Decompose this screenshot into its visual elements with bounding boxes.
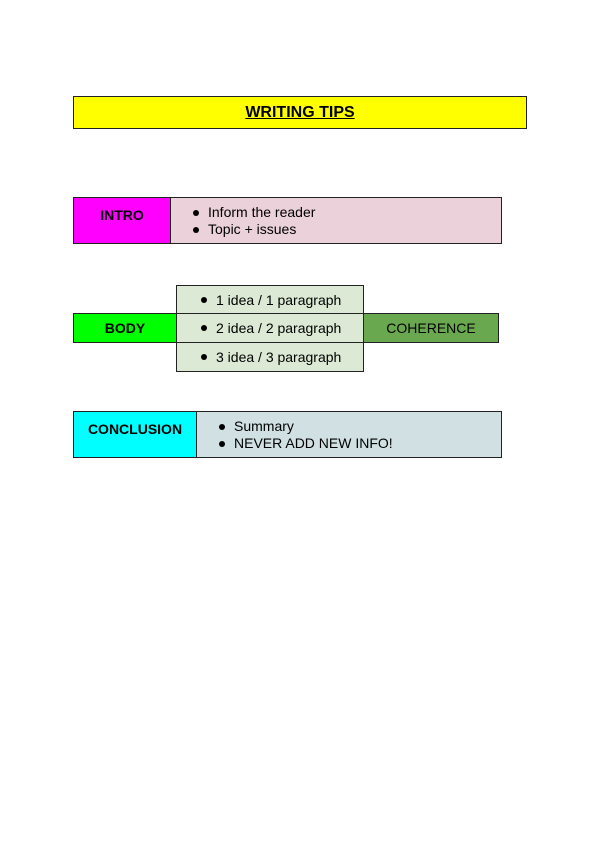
coherence-label: COHERENCE	[386, 320, 476, 336]
conclusion-content-box	[196, 411, 502, 458]
body-idea-text: 2 idea / 2 paragraph	[216, 320, 342, 336]
intro-label-box	[73, 197, 171, 244]
body-idea-text: 3 idea / 3 paragraph	[216, 349, 342, 365]
bullet-icon	[193, 210, 199, 216]
list-item	[193, 204, 501, 221]
conclusion-point-text: Summary	[234, 418, 294, 434]
list-item	[193, 221, 501, 238]
body-idea-box-2	[176, 313, 364, 343]
intro-point-text: Topic + issues	[208, 221, 297, 237]
list-item	[177, 320, 341, 336]
list-item	[219, 418, 501, 435]
bullet-icon	[193, 227, 199, 233]
bullet-icon	[201, 297, 207, 303]
intro-point-text: Inform the reader	[208, 204, 316, 220]
bullet-icon	[219, 424, 225, 430]
bullet-icon	[219, 441, 225, 447]
conclusion-label-box	[73, 411, 197, 458]
list-item	[219, 435, 501, 452]
intro-points	[171, 198, 501, 238]
body-label: BODY	[104, 320, 146, 336]
bullet-icon	[201, 354, 207, 360]
body-idea-box-1	[176, 285, 364, 315]
title-banner	[73, 96, 527, 129]
body-idea-box-3	[176, 342, 364, 372]
list-item	[177, 292, 341, 308]
intro-label: INTRO	[100, 207, 144, 223]
body-label-box	[73, 313, 177, 343]
intro-content-box	[170, 197, 502, 244]
coherence-box	[363, 313, 499, 343]
conclusion-point-text: NEVER ADD NEW INFO!	[234, 435, 393, 451]
body-idea-text: 1 idea / 1 paragraph	[216, 292, 342, 308]
bullet-icon	[201, 325, 207, 331]
conclusion-label: CONCLUSION	[87, 421, 183, 437]
list-item	[177, 349, 341, 365]
page-title: WRITING TIPS	[245, 103, 355, 121]
conclusion-points	[197, 412, 501, 452]
